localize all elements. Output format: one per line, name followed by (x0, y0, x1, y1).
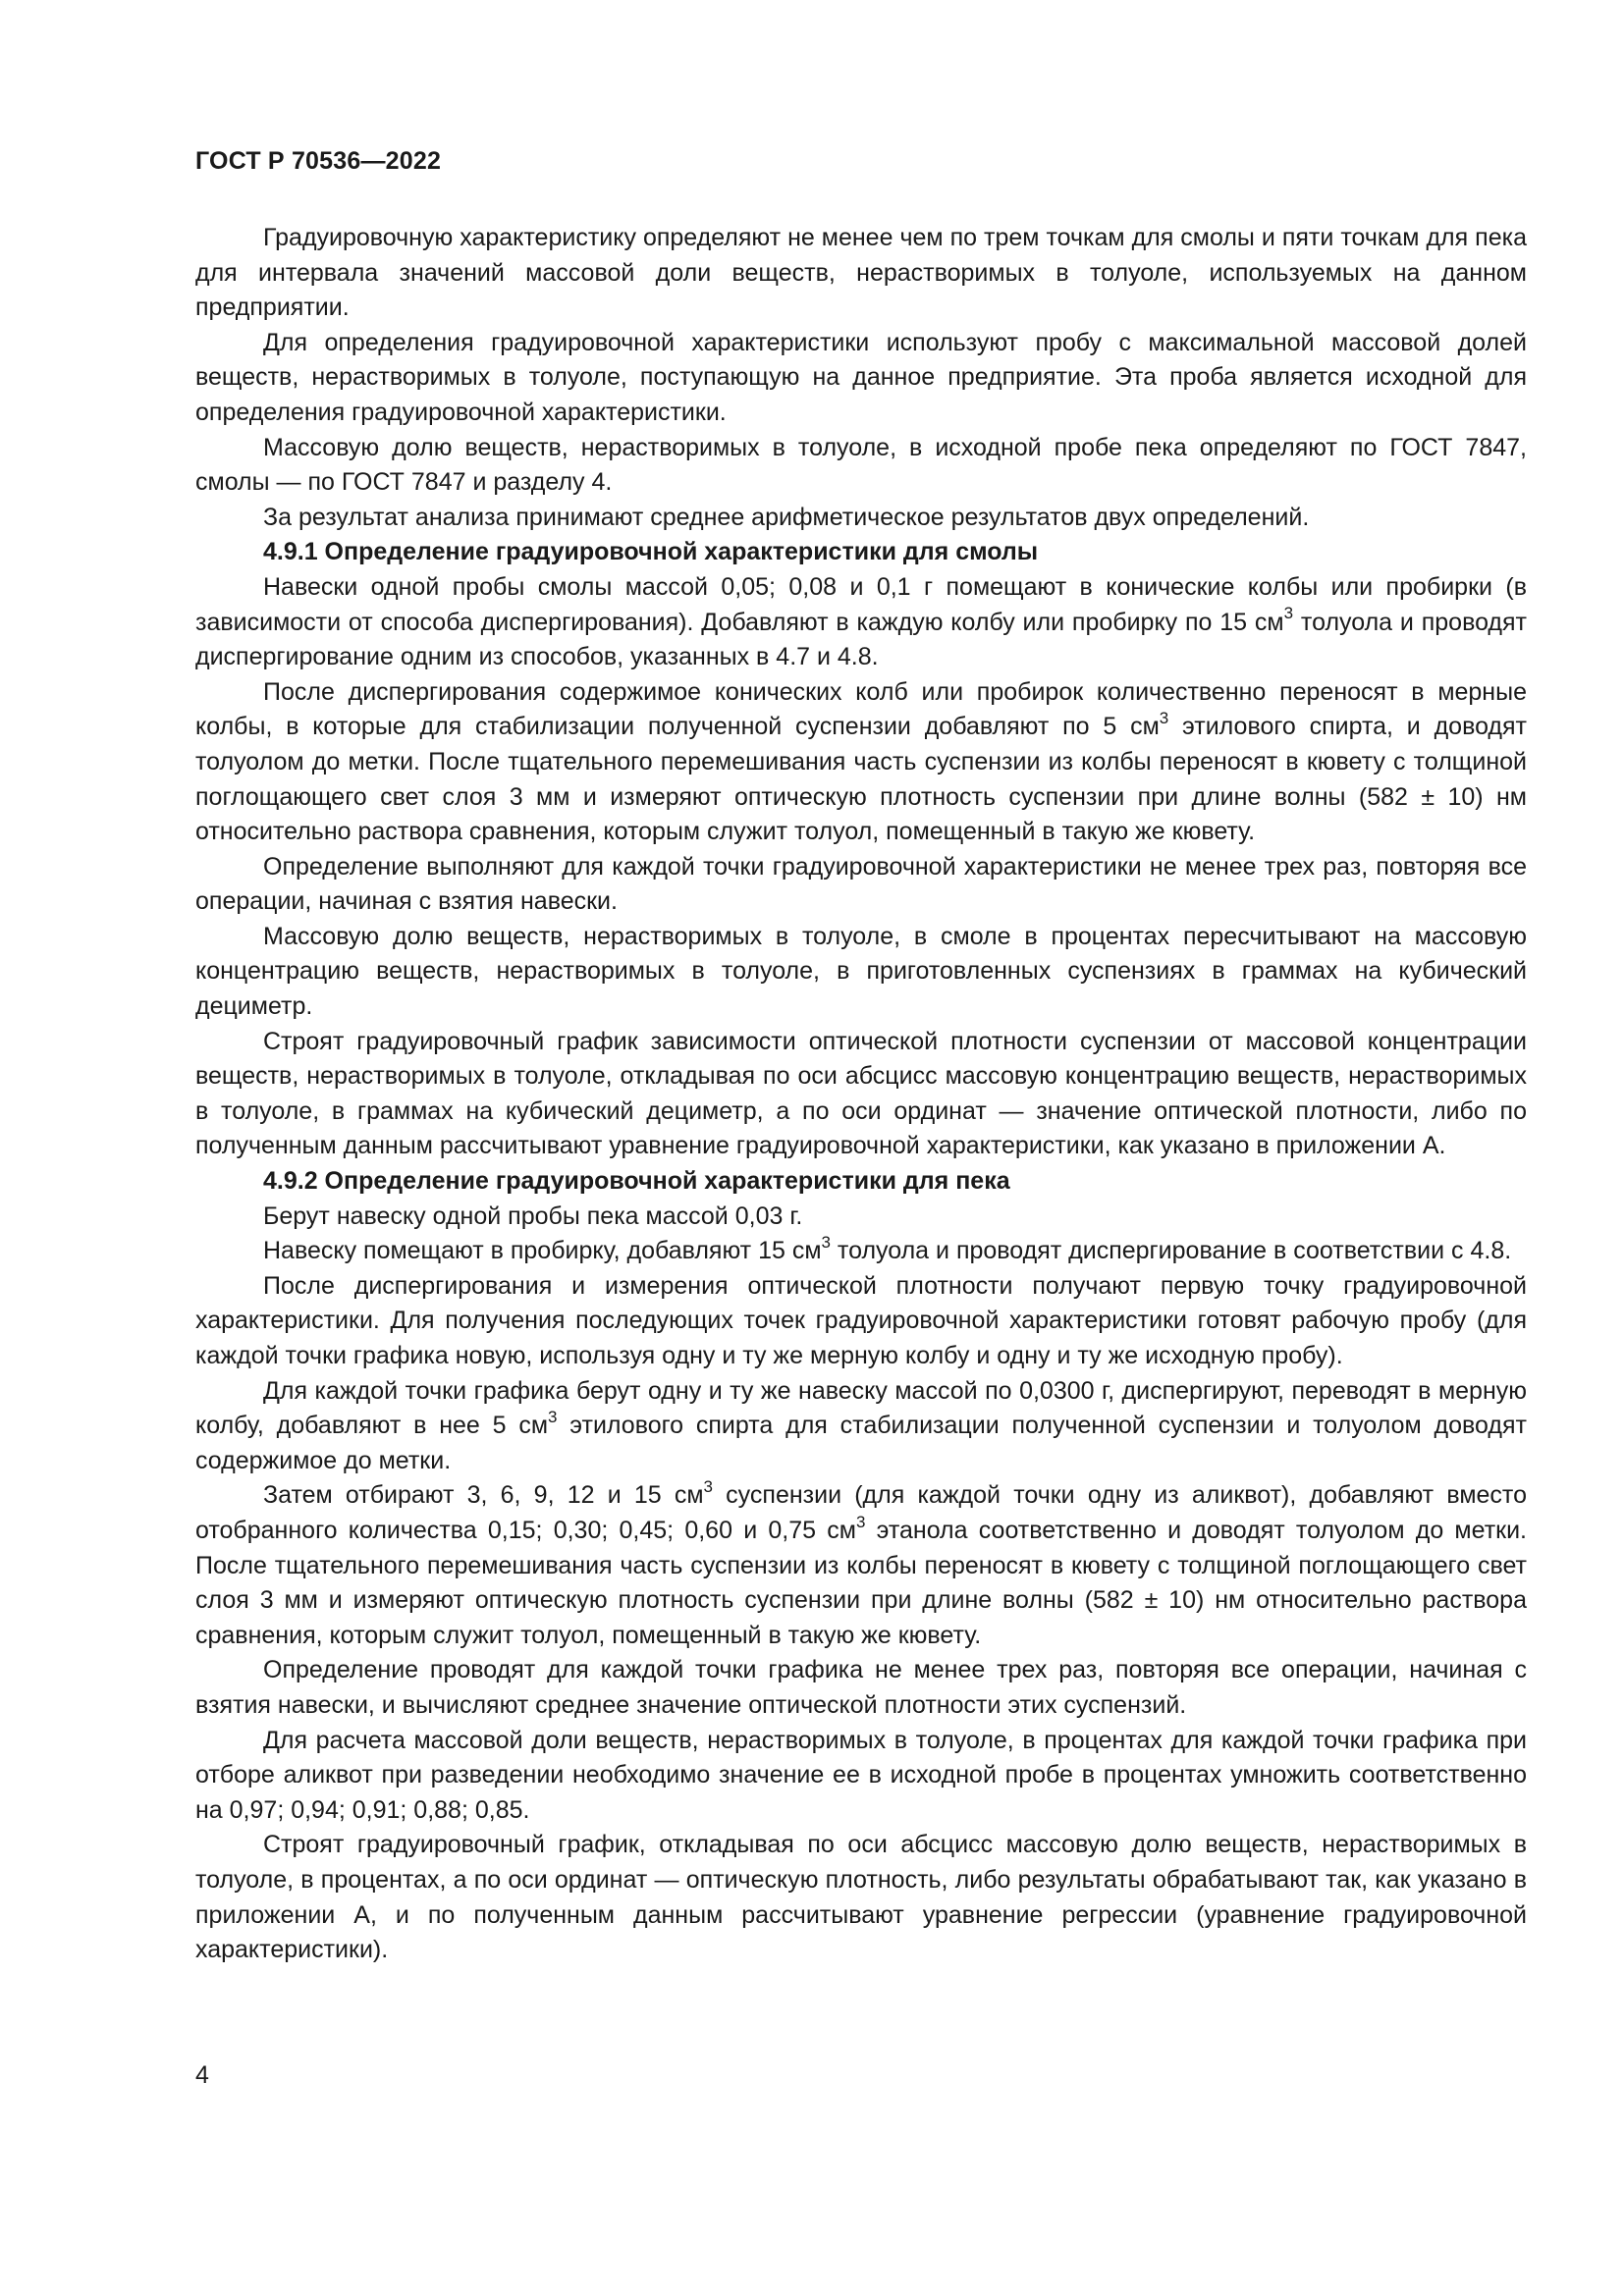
superscript: 3 (821, 1232, 831, 1252)
paragraph-text: Навески одной пробы смолы массой 0,05; 0,08 и 0,1 г помещают в конические колбы или пробирки (в зависимости от способа диспергирования). Добавляют в каждую колбу или пробирку по 15 см (195, 572, 1527, 636)
paragraph-text: После диспергирования содержимое конических колб или пробирок количественно переносят в мерные колбы, в которые для стабилизации полученной суспензии добавляют по 5 см (195, 677, 1527, 741)
paragraph-text: толуола и проводят диспергирование в соответствии с 4.8. (830, 1237, 1512, 1265)
paragraph-text: этилового спирта, и доводят толуолом до метки. После тщательного перемешивания часть суспензии из колбы переносят в кювету с толщиной поглощающего свет слоя 3 мм и измеряют оптическую плотность суспензии при длине волны (582 ± 10) нм относительно раствора сравнения, которым служит толуол, помещенный в такую же кювету. (195, 713, 1527, 846)
superscript: 3 (1283, 604, 1294, 623)
superscript: 3 (1159, 708, 1169, 727)
paragraph (195, 1374, 1527, 1479)
paragraph: Для расчета массовой доли веществ, нерастворимых в толуоле, в процентах для каждой точки графика при отборе аликвот при разведении необходимо значение ее в исходной пробе в процентах умножить соответственно на 0,97; 0,94; 0,91; 0,88; 0,85. (195, 1726, 1527, 1824)
paragraph: Строят градуировочный график зависимости оптической плотности суспензии от массовой концентрации веществ, нерастворимых в толуоле, откладывая по оси абсцисс массовую концентрацию веществ, нерастворимых в толуоле, в граммах на кубический дециметр, а по оси ординат — значение оптической плотности, либо по полученным данным рассчитывают уравнение градуировочной характеристики, как указано в приложении А. (195, 1027, 1527, 1160)
paragraph-text: этилового спирта для стабилизации полученной суспензии и толуолом доводят содержимое до метки. (195, 1412, 1527, 1474)
superscript: 3 (548, 1407, 558, 1426)
paragraph: Определение выполняют для каждой точки градуировочной характеристики не менее трех раз, повторяя все операции, начиная с взятия навески. (195, 852, 1527, 916)
paragraph (195, 1478, 1527, 1653)
paragraph-text: Затем отбирают 3, 6, 9, 12 и 15 см (263, 1481, 704, 1510)
paragraph (195, 1234, 1527, 1269)
paragraph-text: суспензии (для каждой точки одну из аликвот), добавляют вместо отобранного количества 0,15; 0,30; 0,45; 0,60 и 0,75 см (195, 1481, 1527, 1544)
paragraph: Массовую долю веществ, нерастворимых в толуоле, в исходной пробе пека определяют по ГОСТ 7847, смолы — по ГОСТ 7847 и разделу 4. (195, 433, 1527, 497)
paragraph-text: этанола соответственно и доводят толуолом до метки. После тщательного перемешивания часть суспензии из колбы переносят в кювету с толщиной поглощающего свет слоя 3 мм и измеряют оптическую плотность суспензии при длине волны (582 ± 10) нм относительно раствора сравнения, которым служит толуол, помещенный в такую же кювету. (195, 1516, 1527, 1649)
document-header: ГОСТ Р 70536—2022 (195, 147, 442, 175)
paragraph-text: Навеску помещают в пробирку, добавляют 15 см (263, 1237, 822, 1265)
superscript: 3 (855, 1512, 866, 1531)
paragraph-text: Для каждой точки графика берут одну и ту же навеску массой по 0,0300 г, диспергируют, переводят в мерную колбу, добавляют в нее 5 см (195, 1376, 1527, 1440)
paragraph: Берут навеску одной пробы пека массой 0,03 г. (263, 1201, 803, 1230)
paragraph (195, 675, 1527, 850)
page-number: 4 (195, 2061, 209, 2089)
paragraph: За результат анализа принимают среднее арифметическое результатов двух определений. (263, 503, 1310, 531)
paragraph: Массовую долю веществ, нерастворимых в толуоле, в смоле в процентах пересчитывают на массовую концентрацию веществ, нерастворимых в толуоле, в приготовленных суспензиях в граммах на кубический дециметр. (195, 922, 1527, 1021)
section-heading-4-9-2: 4.9.2 Определение градуировочной характеристики для пека (263, 1167, 1010, 1196)
paragraph: Градуировочную характеристику определяют не менее чем по трем точкам для смолы и пяти точкам для пека для интервала значений массовой доли веществ, нерастворимых в толуоле, используемых на данном предприятии. (195, 224, 1527, 322)
paragraph-text: толуола и проводят диспергирование одним из способов, указанных в 4.7 и 4.8. (195, 608, 1528, 671)
superscript: 3 (703, 1477, 713, 1497)
paragraph: Строят градуировочный график, откладывая по оси абсцисс массовую долю веществ, нерастворимых в толуоле, в процентах, а по оси ординат — оптическую плотность, либо результаты обрабатывают так, как указано в приложении А, и по полученным данным рассчитывают уравнение регрессии (уравнение градуировочной характеристики). (195, 1831, 1527, 1964)
paragraph: Определение проводят для каждой точки графика не менее трех раз, повторяя все операции, начиная с взятия навески, и вычисляют среднее значение оптической плотности этих суспензий. (195, 1656, 1527, 1719)
paragraph (195, 570, 1527, 675)
paragraph: Для определения градуировочной характеристики используют пробу с максимальной массовой долей веществ, нерастворимых в толуоле, поступающую на данное предприятие. Эта проба является исходной для определения градуировочной характеристики. (195, 328, 1527, 426)
document-body (195, 221, 1527, 1968)
paragraph: После диспергирования и измерения оптической плотности получают первую точку градуировочной характеристики. Для получения последующих точек градуировочной характеристики готовят рабочую пробу (для каждой точки графика новую, используя одну и ту же мерную колбу и одну и ту же исходную пробу). (195, 1271, 1527, 1369)
section-heading-4-9-1: 4.9.1 Определение градуировочной характеристики для смолы (263, 538, 1039, 566)
